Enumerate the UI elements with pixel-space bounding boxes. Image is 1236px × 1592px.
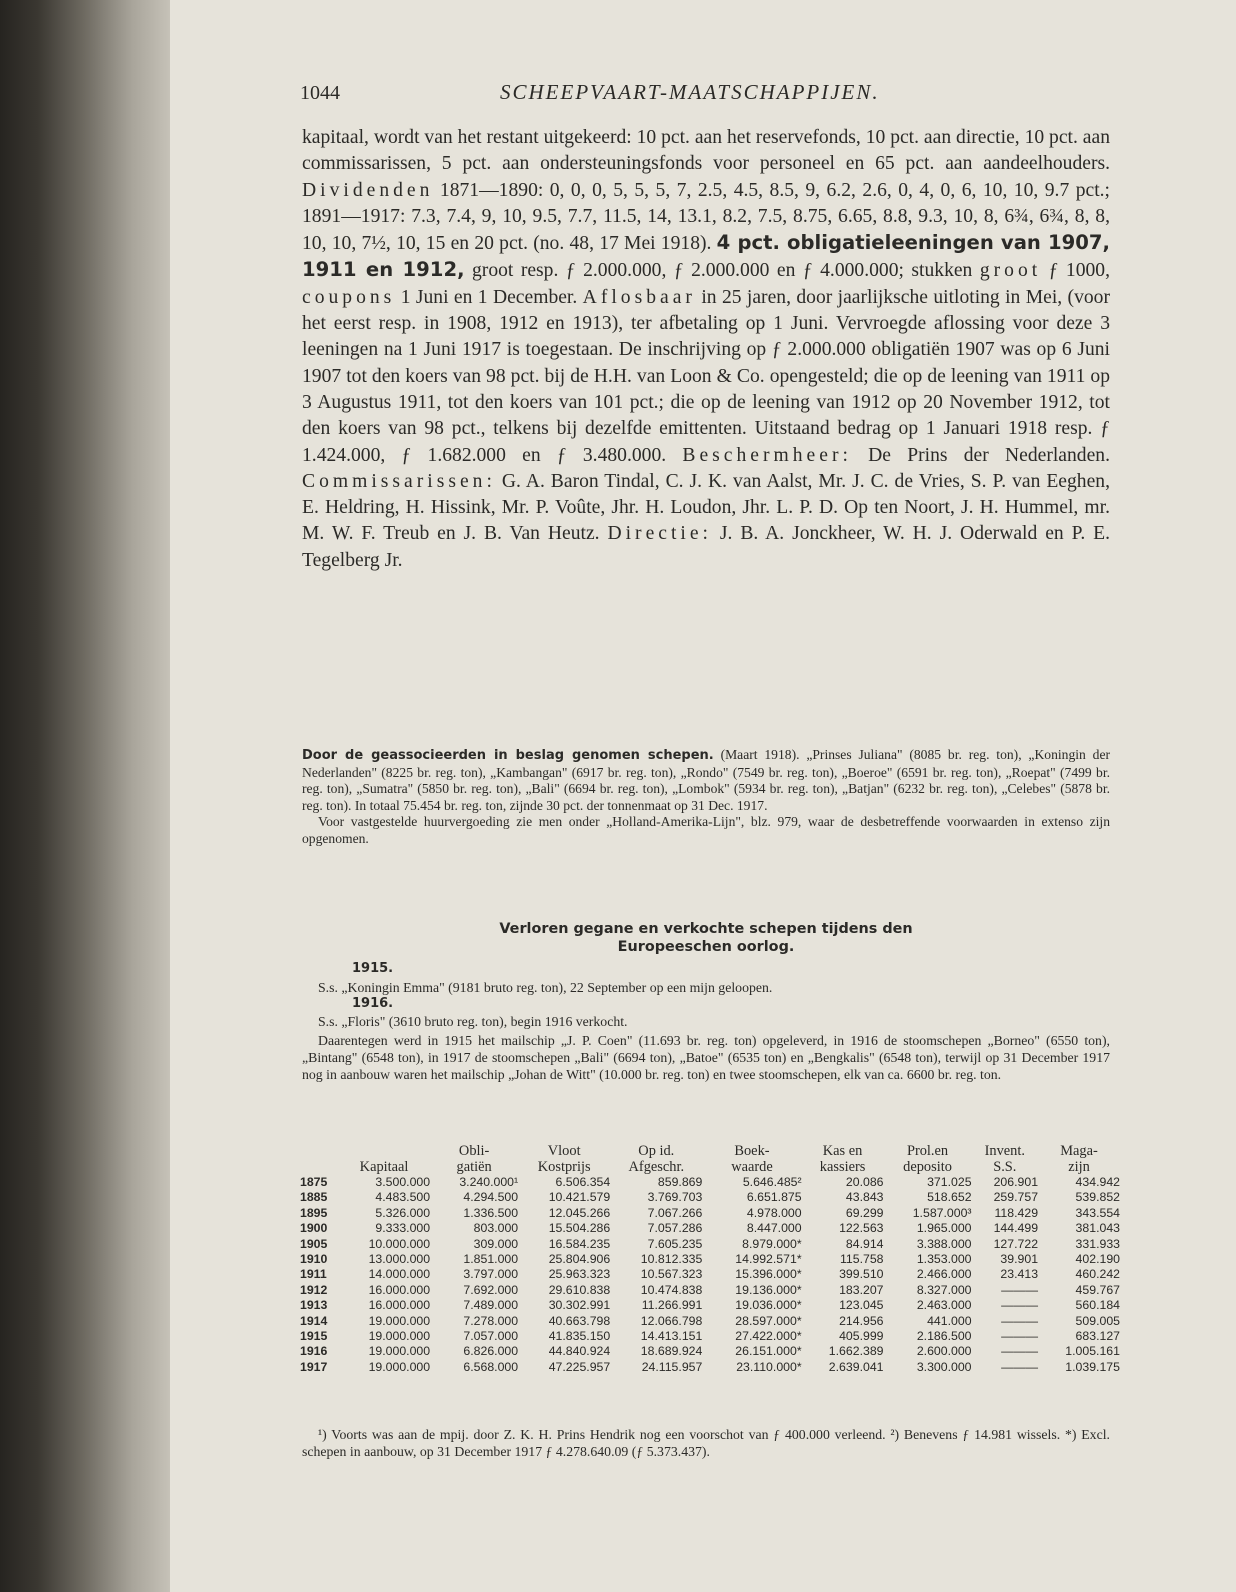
directie-text: J. B. A. Jonckheer, W. H. J. Oderwald en P. E. Tegelberg Jr. (302, 523, 1110, 571)
coupons-label: coupons (302, 286, 396, 308)
table-cell: 9.333.000 (375, 1221, 431, 1236)
table-cell: 39.901 (1000, 1252, 1039, 1267)
table-row-year: 1900 (300, 1221, 328, 1236)
table-cell: 13.000.000 (368, 1252, 431, 1267)
commissarissen-text: G. A. Baron Tindal, C. J. K. van Aalst, Mr. J. C. de Vries, S. P. van Eeghen, E. Heldring, H. Hissink, Mr. P. Voûte, Jhr. H. Loudon, Jhr. L. P. D. Op ten Noort, J. H. Hummel, mr. M. W. F. Treub en J. B. Van Heutz. (302, 470, 1110, 545)
table-header-line: Op id. (638, 1143, 675, 1159)
table-header-line: Boek- (734, 1143, 770, 1159)
table-header-line: Vloot (547, 1143, 581, 1159)
table-row (300, 1360, 1120, 1375)
table-header-line: Kostprijs (537, 1159, 591, 1175)
table-cell: 560.184 (1075, 1298, 1120, 1313)
table-cell: 331.933 (1075, 1236, 1120, 1251)
groot-label: groot (979, 260, 1042, 282)
table-cell: 206.901 (993, 1175, 1039, 1189)
directie-label: Directie: (607, 523, 712, 545)
new-ships-text: Daarentegen werd in 1915 het mailschip „J. P. Coen" (11.693 br. reg. ton) opgeleverd, in 1916 de stoomschepen „Borneo" (6550 ton), „Bintang" (6548 ton), in 1917 de stoomschepen „Bali" (6694 ton), „Batoe" (6535 ton) en „Bengkalis" (6548 ton), terwijl op 31 December 1917 nog in aanbouw waren het mailschip „Johan de Witt" (10.000 br. reg. ton) en twee stoomschepen, elk van ca. 6600 br. reg. ton. (302, 1033, 1110, 1082)
running-title: SCHEEPVAART-MAATSCHAPPIJEN. (500, 80, 880, 104)
table-cell: 127.722 (993, 1236, 1039, 1251)
table-cell: 16.000.000 (368, 1298, 431, 1313)
table-cell: 16.000.000 (368, 1282, 431, 1297)
table-cell: 25.804.906 (548, 1252, 611, 1267)
table-cell: 14.992.571* (735, 1252, 802, 1267)
aflosbaar-label: Aflosbaar (582, 286, 696, 308)
table-cell: 3.300.000 (916, 1359, 972, 1374)
year-1915-heading: 1915. (352, 961, 394, 976)
table-header-line: waarde (731, 1159, 773, 1175)
table-row-year: 1875 (300, 1175, 328, 1189)
table-cell: 15.396.000* (735, 1267, 802, 1282)
table-cell: 10.474.838 (640, 1282, 703, 1297)
table-row (300, 1206, 1120, 1221)
table-cell: ——— (1001, 1282, 1039, 1297)
table-header-line: kassiers (819, 1159, 866, 1175)
table-cell: 19.136.000* (735, 1282, 802, 1297)
table-cell: 43.843 (845, 1190, 884, 1205)
table-cell: 509.005 (1075, 1313, 1120, 1328)
table-row (300, 1190, 1120, 1205)
table-header-line: S.S. (993, 1159, 1017, 1175)
table-row-year: 1911 (300, 1267, 327, 1282)
table-row (300, 1344, 1120, 1359)
table-header-line: Invent. (984, 1143, 1025, 1159)
table-cell: 2.466.000 (916, 1267, 972, 1282)
table-row (300, 1267, 1120, 1282)
book-spine (0, 0, 170, 1592)
table-cell: 371.025 (927, 1175, 972, 1189)
lost-ships-heading-line2: Europeeschen oorlog. (617, 939, 795, 955)
table-cell: 27.422.000* (735, 1329, 802, 1344)
seized-ships-heading: Door de geassocieerden in beslag genomen schepen. (302, 748, 714, 763)
table-cell: 402.190 (1075, 1252, 1120, 1267)
table-row-year: 1915 (300, 1329, 328, 1344)
table-cell: 1.965.000 (916, 1221, 972, 1236)
table-header-line: Kas en (822, 1143, 863, 1159)
table-cell: 6.826.000 (463, 1344, 519, 1359)
table-cell: 399.510 (839, 1267, 884, 1282)
table-row (300, 1329, 1120, 1344)
table-cell: 459.767 (1075, 1282, 1120, 1297)
table-cell: 683.127 (1075, 1329, 1120, 1344)
table-cell: 214.956 (839, 1313, 884, 1328)
table-cell: 343.554 (1075, 1205, 1120, 1220)
table-cell: 28.597.000* (735, 1313, 802, 1328)
table-cell: 5.326.000 (375, 1205, 431, 1220)
table-header-line: Afgeschr. (628, 1159, 685, 1175)
table-header-cell (972, 1143, 1039, 1175)
table-cell: 7.489.000 (463, 1298, 519, 1313)
table-cell: 7.057.286 (647, 1221, 703, 1236)
table-header-cell (430, 1143, 518, 1175)
table-cell: 381.043 (1075, 1221, 1120, 1236)
table-cell: 122.563 (839, 1221, 884, 1236)
table-cell: 29.610.838 (548, 1282, 611, 1297)
table-cell: 539.852 (1075, 1190, 1120, 1205)
table-cell: 1.353.000 (916, 1252, 972, 1267)
table-cell: 26.151.000* (735, 1344, 802, 1359)
table-row (300, 1221, 1120, 1236)
table-cell: 434.942 (1075, 1175, 1120, 1189)
year-1915-text: S.s. „Koningin Emma" (9181 bruto reg. ton), 22 September op een mijn geloopen. (318, 980, 773, 995)
table-cell: 3.388.000 (916, 1236, 972, 1251)
table-header-year (300, 1143, 338, 1175)
table-cell: 7.278.000 (463, 1313, 519, 1328)
table-cell: 8.327.000 (916, 1282, 972, 1297)
table-row (300, 1175, 1120, 1190)
table-cell: 259.757 (993, 1190, 1039, 1205)
table-cell: 144.499 (993, 1221, 1039, 1236)
table-cell: 3.500.000 (375, 1175, 431, 1189)
table-row (300, 1314, 1120, 1329)
table-cell: 20.086 (845, 1175, 884, 1189)
page-number: 1044 (300, 82, 340, 104)
lost-ships-heading-line1: Verloren gegane en verkochte schepen tijdens den (499, 921, 913, 937)
beschermheer-text: De Prins der Nederlanden. (868, 444, 1110, 466)
table-cell: 6.506.354 (555, 1175, 611, 1189)
table-cell: 2.600.000 (916, 1344, 972, 1359)
table-cell: 18.689.924 (640, 1344, 703, 1359)
table-cell: 7.605.235 (647, 1236, 703, 1251)
table-cell: 19.000.000 (368, 1329, 431, 1344)
dividend-intro-text: kapitaal, wordt van het restant uitgekeerd: 10 pct. aan het reservefonds, 10 pct. aan directie, 10 pct. aan commissarissen, 5 pct. aan ondersteuningsfonds voor personeel en 65 pct. aan aandeelhouders. (302, 127, 1110, 175)
table-header-line: deposito (903, 1159, 952, 1175)
table-cell: 44.840.924 (548, 1344, 611, 1359)
table-row (300, 1298, 1120, 1313)
table-header-line: gatiën (456, 1159, 492, 1175)
table-row-year: 1913 (300, 1298, 328, 1313)
table-cell: ——— (1001, 1329, 1039, 1344)
table-cell: 4.294.500 (463, 1190, 519, 1205)
table-cell: 460.242 (1075, 1267, 1120, 1282)
table-row-year: 1916 (300, 1344, 328, 1359)
table-cell: 123.045 (839, 1298, 884, 1313)
book-page (170, 0, 1236, 1592)
year-1916-heading: 1916. (352, 996, 394, 1011)
table-header-line: Maga- (1060, 1143, 1098, 1159)
table-cell: 4.978.000 (746, 1205, 802, 1220)
financial-table (300, 1143, 1120, 1375)
table-cell: 7.692.000 (463, 1282, 519, 1297)
table-cell: 405.999 (839, 1329, 884, 1344)
table-cell: 14.000.000 (368, 1267, 431, 1282)
table-header-cell (802, 1143, 884, 1175)
table-cell: ——— (1001, 1344, 1039, 1359)
table-row-year: 1914 (300, 1313, 328, 1328)
table-cell: 16.584.235 (548, 1236, 611, 1251)
table-row-year: 1912 (300, 1282, 328, 1297)
bond-text: groot resp. ƒ 2.000.000, ƒ 2.000.000 en ƒ 4.000.000; stukken (472, 260, 973, 282)
table-cell: 1.005.161 (1065, 1344, 1120, 1359)
lost-ships-heading (302, 920, 1110, 956)
table-row (300, 1283, 1120, 1298)
table-header-line: zijn (1068, 1159, 1090, 1175)
seized-ships-text: (Maart 1918). „Prinses Juliana" (8085 br. reg. ton), „Koningin der Nederlanden" (8225 br. reg. ton), „Kambangan" (6917 br. reg. ton), „Rondo" (7549 br. reg. ton), „Boeroe" (6591 br. reg. ton), „Roepat" (7499 br. reg. ton), „Sumatra" (5850 br. reg. ton), „Bali" (6694 br. reg. ton), „Lombok" (5934 br. reg. ton), „Batjan" (6232 br. reg. ton), „Celebes" (5878 br. reg. ton). In totaal 75.454 br. reg. ton, zijnde 30 pct. der tonnenmaat op 31 Dec. 1917. (302, 747, 1111, 813)
table-cell: 30.302.991 (548, 1298, 611, 1313)
table-cell: 69.299 (845, 1205, 884, 1220)
table-header-cell (1038, 1143, 1120, 1175)
table-row (300, 1237, 1120, 1252)
table-cell: 7.067.266 (647, 1205, 703, 1220)
table-cell: 25.963.323 (548, 1267, 611, 1282)
table-header-cell (702, 1143, 801, 1175)
table-cell: 441.000 (927, 1313, 972, 1328)
table-cell: 1.587.000³ (912, 1205, 972, 1220)
table-row-year: 1895 (300, 1205, 328, 1220)
table-cell: 3.769.703 (647, 1190, 703, 1205)
seized-ships-note: Voor vastgestelde huurvergoeding zie men onder „Holland-Amerika-Lijn", blz. 979, waar de desbetreffende voorwaarden in extenso zijn opgenomen. (302, 814, 1110, 846)
table-cell: 23.110.000* (736, 1359, 802, 1374)
year-1916-text: S.s. „Floris" (3610 bruto reg. ton), begin 1916 verkocht. (318, 1014, 628, 1029)
table-cell: 118.429 (994, 1205, 1039, 1220)
bond-denomination: ƒ 1000, (1048, 260, 1110, 282)
table-header-cell (884, 1143, 972, 1175)
table-cell: 8.447.000 (746, 1221, 802, 1236)
table-cell: 3.797.000 (463, 1267, 519, 1282)
table-cell: ——— (1001, 1313, 1039, 1328)
table-cell: 47.225.957 (548, 1359, 611, 1374)
table-cell: 2.186.500 (916, 1329, 972, 1344)
table-cell: 8.979.000* (742, 1236, 802, 1251)
bond-heading: 4 pct. obligatieleeningen van 1907, 1911 en 1912, (302, 231, 1110, 282)
table-row-year: 1905 (300, 1236, 328, 1251)
dividend-label: Dividenden (302, 179, 434, 201)
table-cell: 4.483.500 (375, 1190, 431, 1205)
table-cell: 10.567.323 (640, 1267, 703, 1282)
table-header-row (300, 1143, 1120, 1175)
table-cell: ——— (1001, 1298, 1039, 1313)
seized-ships-section (302, 747, 1110, 847)
table-cell: 19.000.000 (368, 1359, 431, 1374)
table-cell: 12.045.266 (548, 1205, 611, 1220)
table-cell: 23.413 (1000, 1267, 1039, 1282)
table-cell: 40.663.798 (548, 1313, 611, 1328)
table-body (300, 1175, 1120, 1375)
table-header-cell (338, 1143, 430, 1175)
table-row-year: 1910 (300, 1252, 328, 1267)
table-cell: 2.639.041 (828, 1359, 884, 1374)
table-cell: 24.115.957 (641, 1359, 703, 1374)
table-header-line: Obli- (458, 1143, 490, 1159)
table-cell: 6.568.000 (463, 1359, 519, 1374)
table-cell: 10.421.579 (548, 1190, 611, 1205)
table-cell: 115.758 (839, 1252, 884, 1267)
table-header-line: Prol.en (906, 1143, 949, 1159)
table-cell: 1.039.175 (1065, 1359, 1120, 1374)
beschermheer-label: Beschermheer: (682, 444, 852, 466)
table-row-year: 1885 (300, 1190, 328, 1205)
table-cell: 2.463.000 (916, 1298, 972, 1313)
table-cell: 3.240.000¹ (459, 1175, 519, 1189)
table-footnotes: ¹) Voorts was aan de mpij. door Z. K. H. Prins Hendrik nog een voorschot van ƒ 400.000 verleend. ²) Benevens ƒ 14.981 wissels. *) Excl. schepen in aanbouw, op 31 December 1917 ƒ 4.278.640.09 (ƒ 5.373.437). (302, 1427, 1110, 1459)
table-cell: 309.000 (473, 1236, 519, 1251)
table-cell: 5.646.485² (742, 1175, 802, 1189)
table-header-cell (610, 1143, 702, 1175)
table-cell: 15.504.286 (548, 1221, 611, 1236)
table-cell: 803.000 (473, 1221, 519, 1236)
table-cell: 19.000.000 (368, 1344, 431, 1359)
table-cell: 19.000.000 (368, 1313, 431, 1328)
table-header-line: Kapitaal (359, 1159, 409, 1175)
table-cell: 10.000.000 (368, 1236, 431, 1251)
table-row-year: 1917 (300, 1359, 328, 1374)
table-cell: ——— (1001, 1359, 1039, 1374)
main-text (302, 125, 1110, 574)
table-cell: 12.066.798 (640, 1313, 703, 1328)
table-cell: 19.036.000* (735, 1298, 802, 1313)
table-cell: 10.812.335 (640, 1252, 703, 1267)
commissarissen-label: Commissarissen: (302, 470, 496, 492)
table-cell: 859.869 (657, 1175, 703, 1189)
table-cell: 1.662.389 (828, 1344, 884, 1359)
table-cell: 84.914 (845, 1236, 884, 1251)
table-cell: 6.651.875 (746, 1190, 802, 1205)
table-cell: 7.057.000 (463, 1329, 519, 1344)
table-row (300, 1252, 1120, 1267)
dividend-text: 1871—1890: 0, 0, 0, 5, 5, 5, 7, 2.5, 4.5, 8.5, 9, 6.2, 2.6, 0, 4, 0, 6, 10, 10, 9.7 pct.; 1891—1917: 7.3, 7.4, 9, 10, 9.5, 7.7, 11.5, 14, 13.1, 8.2, 7.5, 8.75, 6.65, 8.8, 9.3, 10, 8, 6¾, 6¾, 8, 8, 10, 10, 7½, 10, 15 en 20 pct. (no. 48, 17 Mei 1918). (302, 179, 1110, 255)
table-header-line (338, 1143, 430, 1159)
table-header-cell (518, 1143, 610, 1175)
redemption-text: in 25 jaren, door jaarlijksche uitloting in Mei, (voor het eerst resp. in 1908, 1912 en 1913), ter afbetaling op 1 Juni. Vervroegde aflossing voor deze 3 leeningen na 1 Juni 1917 is toegestaan. De inschrijving op ƒ 2.000.000 obligatiën 1907 was op 6 Juni 1907 tot den koers van 98 pct. bij de H.H. van Loon & Co. opengesteld; die op de leening van 1911 op 3 Augustus 1911, tot den koers van 101 pct.; die op de leening van 1912 op 20 November 1912, tot den koers van 98 pct., telkens bij dezelfde emittenten. Uitstaand bedrag op 1 Januari 1918 resp. ƒ 1.424.000, ƒ 1.682.000 en ƒ 3.480.000. (302, 286, 1111, 466)
table-cell: 11.266.991 (641, 1298, 703, 1313)
table-cell: 14.413.151 (640, 1329, 703, 1344)
coupon-dates: 1 Juni en 1 December. (400, 286, 578, 308)
table-cell: 41.835.150 (548, 1329, 611, 1344)
table-cell: 1.336.500 (463, 1205, 519, 1220)
table-cell: 1.851.000 (463, 1252, 519, 1267)
table-cell: 183.207 (839, 1282, 884, 1297)
table-cell: 518.652 (927, 1190, 972, 1205)
